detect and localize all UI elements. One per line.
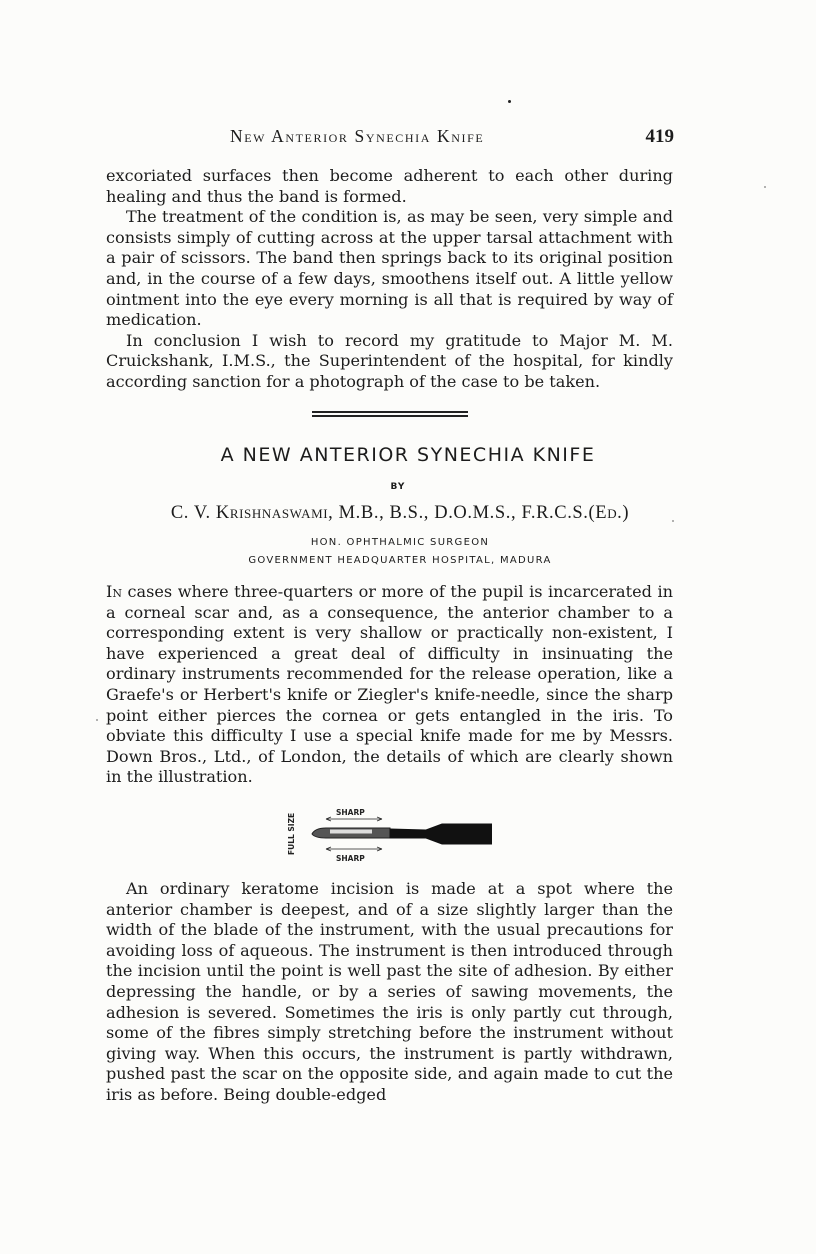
page-number: 419 bbox=[645, 126, 674, 147]
lead-word: In bbox=[106, 582, 122, 601]
knife-illustration bbox=[286, 805, 492, 865]
article-body bbox=[106, 582, 673, 788]
article-body-continued bbox=[106, 879, 673, 1106]
author-name: C. V. Krishnaswami, M.B., B.S., D.O.M.S., F.R.C.S.(Ed.) bbox=[170, 503, 630, 523]
continued-text bbox=[106, 166, 673, 393]
article-title: A NEW ANTERIOR SYNECHIA KNIFE bbox=[220, 444, 596, 466]
byline-by: BY bbox=[390, 482, 406, 492]
running-head bbox=[106, 126, 674, 152]
print-speck bbox=[508, 100, 511, 103]
author-affiliation: HON. OPHTHALMIC SURGEON bbox=[310, 537, 490, 548]
knife-drawing bbox=[286, 805, 492, 865]
paragraph bbox=[106, 582, 673, 788]
paragraph-text: cases where three-quarters or more of the pupil is incarcerated in a corneal scar and, as a consequence, the anterior chamber to a corresponding extent is very shallow or practically non-existent, I have experienced a great deal of difficulty in insinuating the ordinary instruments recommended for the release operation, like a Graefe's or Herbert's knife or Ziegler's knife-needle, since the sharp point either pierces the cornea or gets entangled in the iris. To obviate this difficulty I use a special knife made for me by Messrs. Down Bros., Ltd., of London, the details of which are clearly shown in the illustration. bbox=[106, 582, 673, 787]
paragraph: An ordinary keratome incision is made at a spot where the anterior chamber is deepest, and of a size slightly larger than the width of the blade of the instrument, with the usual precautions for avoiding loss of aqueous. The instrument is then introduced through the incision until the point is well past the site of adhesion. By either depressing the handle, or by a series of sawing movements, the adhesion is severed. Sometimes the iris is only partly cut through, some of the fibres simply stretching before the instrument without giving way. When this occurs, the instrument is partly withdrawn, pushed past the scar on the opposite side, and again made to cut the iris as before. Being double-edged bbox=[106, 879, 673, 1104]
full-size-label: FULL SIZE bbox=[287, 812, 296, 855]
sharp-label-top: SHARP bbox=[336, 808, 365, 817]
author-institution: GOVERNMENT HEADQUARTER HOSPITAL, MADURA bbox=[248, 555, 552, 566]
print-speck bbox=[96, 719, 98, 721]
paragraph: excoriated surfaces then become adherent to each other during healing and thus the band is formed. bbox=[106, 166, 673, 206]
running-head-title: New Anterior Synechia Knife bbox=[230, 126, 485, 146]
print-speck bbox=[764, 186, 766, 188]
paragraph: In conclusion I wish to record my gratitude to Major M. M. Cruickshank, I.M.S., the Superintendent of the hospital, for kindly according sanction for a photograph of the case to be taken. bbox=[106, 330, 673, 391]
sharp-label-bottom: SHARP bbox=[336, 854, 365, 863]
section-divider bbox=[312, 411, 468, 417]
paragraph: The treatment of the condition is, as may be seen, very simple and consists simply of cutting across at the upper tarsal attachment with a pair of scissors. The band then springs back to its original position and, in the course of a few days, smoothens itself out. A little yellow ointment into the eye every morning is all that is required by way of medication. bbox=[106, 207, 673, 330]
